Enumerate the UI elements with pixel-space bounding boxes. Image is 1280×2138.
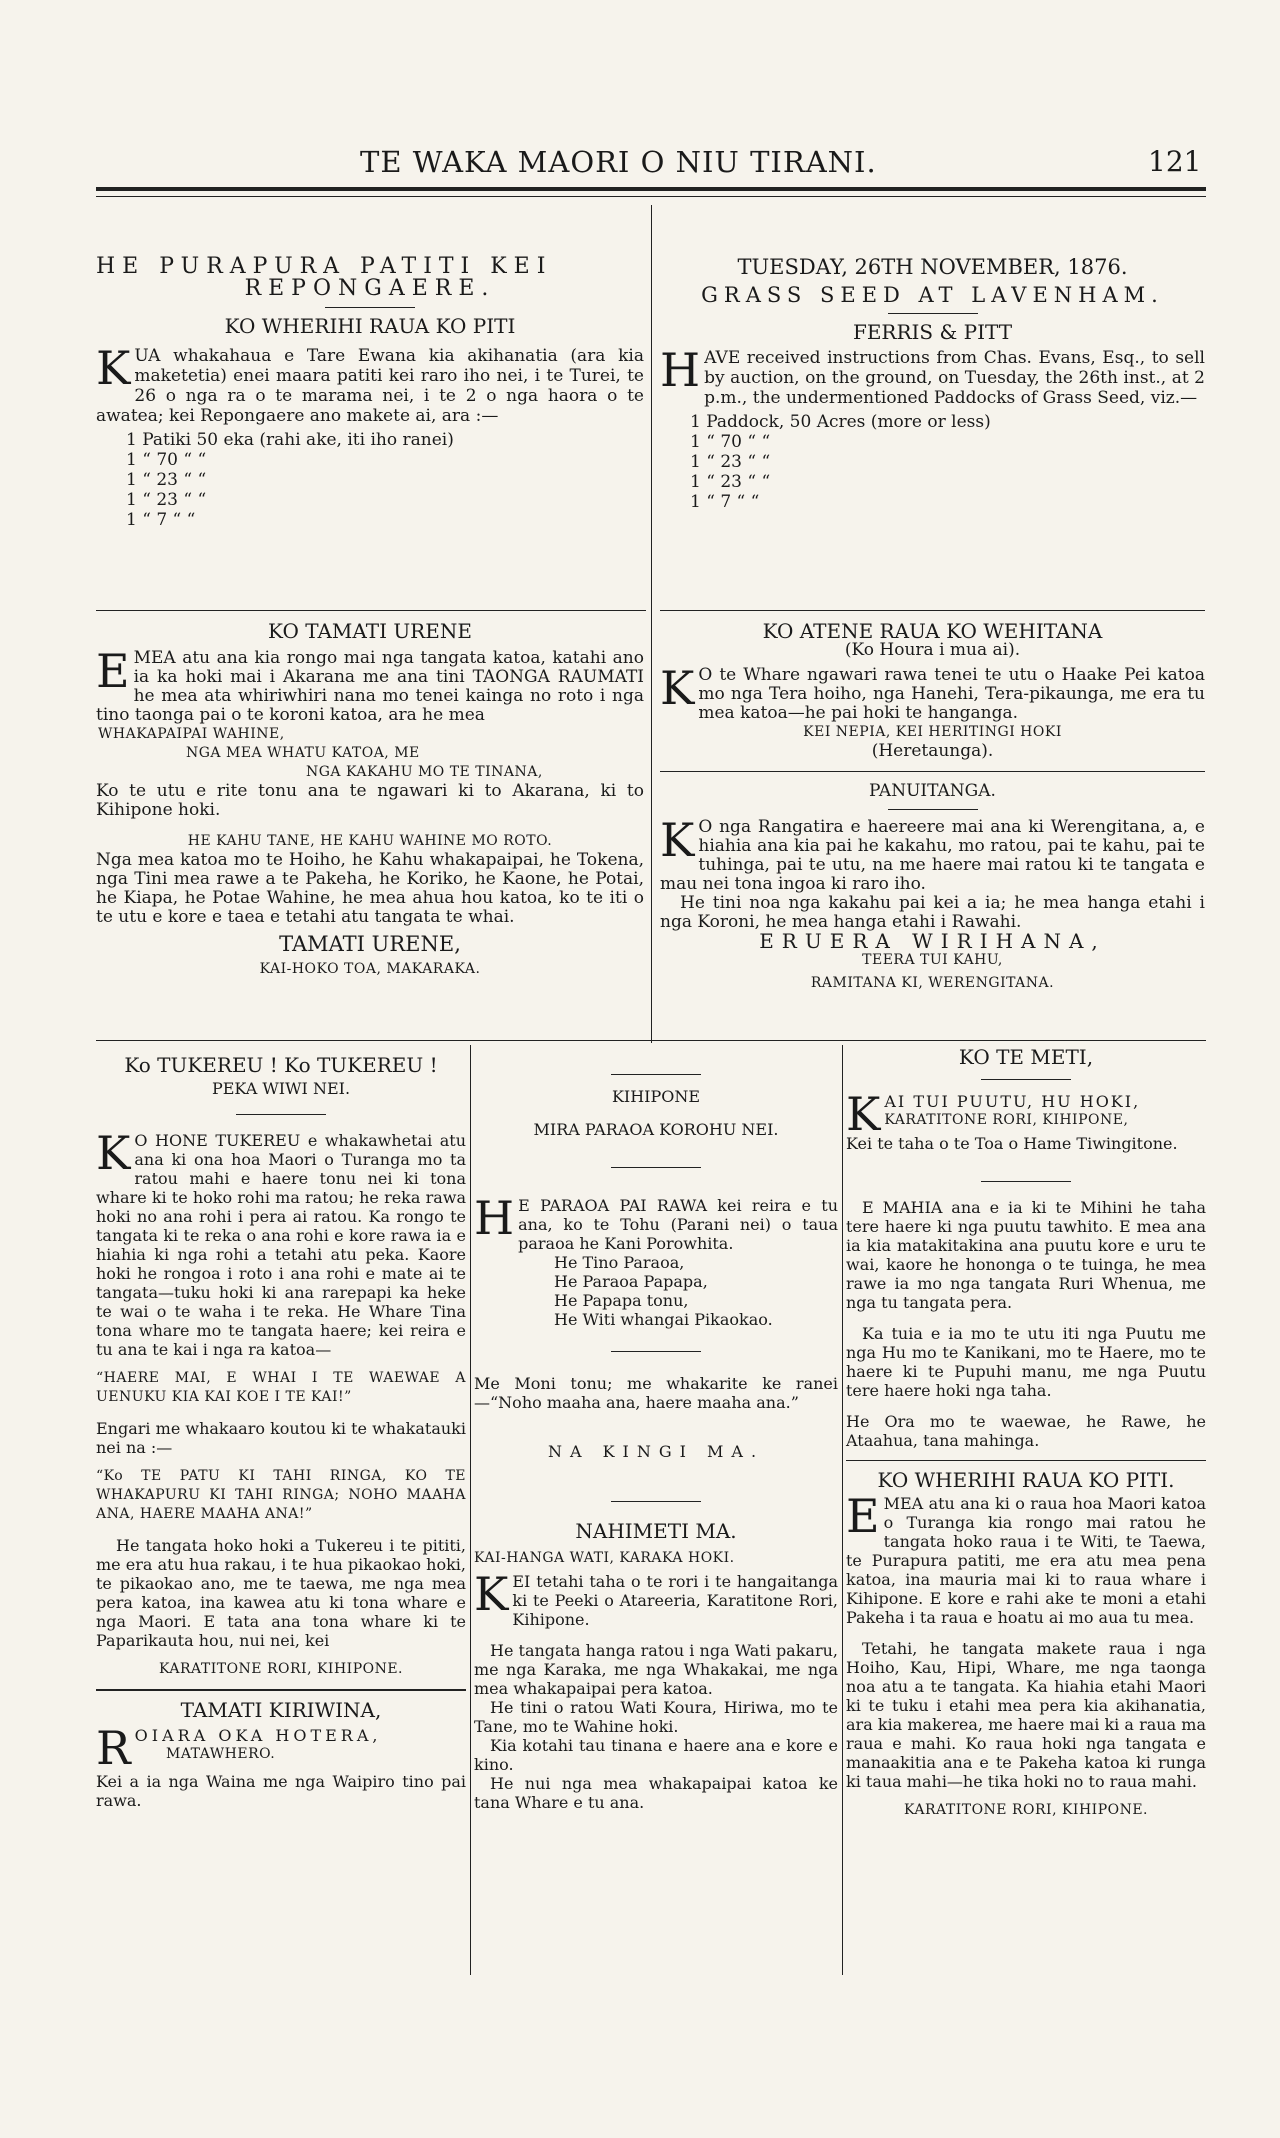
list-item: 1 “ 70 “ “ <box>126 450 207 470</box>
header-rule-thin <box>96 196 1206 197</box>
divider <box>611 1351 701 1352</box>
nahimeti-body: He tangata hanga ratou i nga Wati pakaru, me nga Karaka, me nga Whakakai, me nga mea whakapaipai pera katoa. <box>474 1641 838 1698</box>
list-item: 1 “ 23 “ “ <box>690 472 771 492</box>
list-item: He Paraoa Papapa, <box>554 1272 708 1291</box>
drop-cap: K <box>96 1126 131 1180</box>
divider <box>325 307 415 308</box>
advert-title: KO TAMATI URENE <box>268 619 472 643</box>
nahimeti-body: He nui nga mea whakapaipai katoa ke tana Whare e tu ana. <box>474 1774 838 1812</box>
advert-body: E MAHIA ana e ia ki te Mihini he taha tere haere ki nga puutu tawhito. E mea ana ia kia matakitakina ana puutu kore e uru te wai, kaore he hononga o te tuinga, he mea rawe ia mo nga tangata Ruri Whenua, me nga tu tangata pera. <box>846 1198 1206 1312</box>
advert-line: WHAKAPAIPAI WAHINE, <box>98 726 285 742</box>
advert-subtitle: PEKA WIWI NEI. <box>211 1079 351 1098</box>
advert-line: KARATITONE RORI, KIHIPONE, <box>884 1112 1129 1128</box>
list-item: 1 “ 23 “ “ <box>126 470 207 490</box>
divider <box>888 809 978 810</box>
advert-body: Me Moni tonu; me whakarite ke ranei—“Noho maaha ana, haere maaha ana.” <box>474 1374 838 1412</box>
list-item: He Witi whangai Pikaokao. <box>554 1310 773 1329</box>
divider <box>611 1167 701 1168</box>
auction-date: TUESDAY, 26TH NOVEMBER, 1876. <box>737 255 1128 279</box>
drop-cap: H <box>660 343 701 397</box>
column-rule-right <box>842 1045 843 1975</box>
notice-title-line1: HE PURAPURA PATITI KEI <box>96 254 553 279</box>
advert-body: O HONE TUKEREU e whakawhetai atu ana ki ona hoa Maori o Turanga mo ta ratou mahi e haere tonu nei ki tona whare ki te hoko rohi ma ratou; he reka rawa hoki no ana rohi i pera ai ratou. Ka rongo te tangata ki te reka o ana rohi e kore rawa ia e hiahia ki nga rohi a tetahi atu peka. Kaore hoki he rongoa i roto i ana rohi e mate ai te tangata—tuku hoki ki ana rarepapi ka heke te wai o te waha i te reka. He Whare Tina tona whare mo te tangata haere; kei reira e tu ana te kai i nga ra katoa— <box>96 1131 466 1359</box>
divider <box>236 1114 326 1115</box>
advert-body: E PARAOA PAI RAWA kei reira e tu ana, ko te Tohu (Parani nei) o taua paraoa he Kani Porowhita. <box>518 1196 838 1253</box>
wherihi-signature: KARATITONE RORI, KIHIPONE. <box>903 1802 1149 1818</box>
list-item: He Papapa tonu, <box>554 1291 689 1310</box>
section-rule <box>846 1460 1206 1461</box>
panuitanga-signature: ERUERA WIRIHANA, <box>759 929 1106 953</box>
wherihi-body: MEA atu ana ki o raua hoa Maori katoa o Turanga kia rongo mai ratou he tangata hoko raua i te Witi, te Taewa, te Purapura patiti, me era atu mea pena katoa, ina mauria mai ki to raua whare i Kihipone. E kore e rahi ake te moni a etahi Pakeha i ta raua e hoatu ai mo aua tu mea. <box>846 1494 1206 1627</box>
advert-signature: KARATITONE RORI, KIHIPONE. <box>158 1661 404 1677</box>
advert-body: Nga mea katoa mo te Hoiho, he Kahu whakapaipai, he Tokena, nga Tini mea rawe a te Pakeha, he Koriko, he Kaone, he Potai, he Kiapa, he Potae Wahine, he mea ahua hou katoa, ko te iti o te utu e kore e taea e tetahi atu tangata te whai. <box>96 850 644 927</box>
advert-line: HE KAHU TANE, HE KAHU WAHINE MO ROTO. <box>187 833 553 849</box>
wherihi-body: Tetahi, he tangata makete raua i nga Hoiho, Kau, Hipi, Whare, me nga taonga noa atu a te tangata. Ka hiahia etahi Maori ki te tuku i etahi mea pera kia akihanatia, ara kia makerea, me haere mai ki a raua ma raua e mahi. Ko raua hoki nga tangata e manaakitia ana e te Pakeha katoa ki runga ki taua mahi—he tika hoki no to raua mahi. <box>846 1639 1206 1791</box>
meti-advert <box>846 1045 1206 1820</box>
auction-title: GRASS SEED AT LAVENHAM. <box>701 283 1164 307</box>
drop-cap: E <box>846 1489 880 1543</box>
notice-subtitle: KO WHERIHI RAUA KO PITI <box>224 314 516 338</box>
drop-cap: R <box>96 1721 131 1775</box>
advert-line: AI TUI PUUTU, HU HOKI, <box>884 1092 1141 1111</box>
page-number: 121 <box>1148 145 1202 178</box>
column-rule-left <box>470 1045 471 1975</box>
advert-signature: KEI NEPIA, KEI HERITINGI HOKI <box>803 724 1062 740</box>
notice-body: UA whakahaua e Tare Ewana kia akihanatia (ara kia maketetia) enei maara patiti kei raro iho nei, i te Turei, te 26 o nga ra o te marama nei, i te 2 o nga haora o te awatea; kei Repongaere ano makete ai, ara :— <box>96 346 644 426</box>
drop-cap: K <box>474 1567 509 1621</box>
advert-body: Engari me whakaaro koutou ki te whakatauki nei na :— <box>96 1419 466 1457</box>
divider <box>981 1181 1071 1182</box>
advert-title: KIHIPONE <box>611 1087 701 1106</box>
divider <box>888 313 978 314</box>
header-rule-thick <box>96 187 1206 191</box>
drop-cap: K <box>660 661 695 715</box>
list-item: 1 “ 23 “ “ <box>126 490 207 510</box>
list-item: 1 “ 23 “ “ <box>690 452 771 472</box>
grass-seed-notice-maori <box>96 254 644 530</box>
advert-body: MEA atu ana kia rongo mai nga tangata katoa, katahi ano ia ka hoki mai i Akarana me ana tini TAONGA RAUMATI he mea ata whiriwhiri nana mo tenei kainga no roto i nga tino taonga pai o te koroni katoa, ara he mea <box>96 648 644 725</box>
nahimeti-subtitle: KAI-HANGA WATI, KARAKA HOKI. <box>474 1550 735 1566</box>
list-item: 1 “ 70 “ “ <box>690 432 771 452</box>
kiriwina-title: TAMATI KIRIWINA, <box>180 1698 382 1722</box>
advert-signature: NA KINGI MA. <box>547 1442 765 1461</box>
advert-title: KO ATENE RAUA KO WEHITANA <box>762 619 1103 643</box>
advert-signature-sub: (Heretaunga). <box>871 741 994 761</box>
advert-subtitle: (Ko Houra i mua ai). <box>844 640 1021 660</box>
advert-line: NGA MEA WHATU KATOA, ME <box>186 745 420 761</box>
notice-title-line2: REPONGAERE. <box>244 276 496 301</box>
drop-cap: K <box>660 813 695 867</box>
advert-title: KO TE METI, <box>958 1045 1094 1069</box>
advert-quote: “Ko TE PATU KI TAHI RINGA, KO TE WHAKAPURU KI TAHI RINGA; NOHO MAAHA ANA, HAERE MAAHA ANA!” <box>96 1468 466 1522</box>
grass-seed-notice-english <box>660 257 1205 512</box>
list-item: 1 Patiki 50 eka (rahi ake, iti iho ranei) <box>126 430 454 450</box>
drop-cap: E <box>96 644 130 698</box>
list-item: 1 Paddock, 50 Acres (more or less) <box>690 412 991 432</box>
kiriwina-body: Kei a ia nga Waina me nga Waipiro tino pai rawa. <box>96 1772 466 1810</box>
advert-body: O te Whare ngawari rawa tenei te utu o Haake Pei katoa mo nga Tera hoiho, nga Hanehi, Tera-pikaunga, me era tu mea katoa—he pai hoki te hanganga. <box>698 665 1205 723</box>
panuitanga-title: PANUITANGA. <box>869 781 996 801</box>
horizontal-rule-middle <box>96 1040 1206 1041</box>
section-rule <box>96 1689 466 1691</box>
section-rule <box>96 610 646 611</box>
section-rule <box>660 771 1205 772</box>
column-rule-top <box>651 205 652 1043</box>
panuitanga-signature-sub: TEERA TUI KAHU, <box>862 952 1003 968</box>
drop-cap: H <box>474 1191 515 1245</box>
advert-signature-sub: KAI-HOKO TOA, MAKARAKA. <box>259 961 481 977</box>
tamati-urene-advert <box>96 619 644 979</box>
advert-line: NGA KAKAHU MO TE TINANA, <box>306 764 543 780</box>
drop-cap: K <box>96 341 131 395</box>
divider <box>611 1074 701 1075</box>
divider <box>981 1079 1071 1080</box>
list-item: He Tino Paraoa, <box>554 1253 685 1272</box>
wherihi-title: KO WHERIHI RAUA KO PITI. <box>877 1468 1175 1492</box>
advert-body: He Ora mo te waewae, he Rawe, he Ataahua, tana mahinga. <box>846 1412 1206 1450</box>
panuitanga-body: He tini noa nga kakahu pai kei a ia; he mea hanga etahi i nga Koroni, he mea hanga etahi i Rawahi. <box>660 893 1205 932</box>
list-item: 1 “ 7 “ “ <box>690 492 760 512</box>
divider <box>611 1501 701 1502</box>
auctioneer-name: FERRIS & PITT <box>852 320 1013 344</box>
advert-body: Ka tuia e ia mo te utu iti nga Puutu me nga Hu mo te Kanikani, mo te Haere, mo te haere ki te Pupuhi manu, me nga Puutu tere haere hoki nga taha. <box>846 1324 1206 1400</box>
advert-title: Ko TUKEREU ! Ko TUKEREU ! <box>124 1053 438 1077</box>
nahimeti-body: Kia kotahi tau tinana e haere ana e kore e kino. <box>474 1736 838 1774</box>
advert-quote: “HAERE MAI, E WHAI I TE WAEWAE A UENUKU KIA KAI KOE I TE KAI!” <box>96 1370 466 1405</box>
nahimeti-title: NAHIMETI MA. <box>575 1519 737 1543</box>
advert-line: Kei te taha o te Toa o Hame Tiwingitone. <box>846 1134 1178 1153</box>
kihipone-mill-advert <box>474 1056 838 1812</box>
tukereu-advert <box>96 1053 466 1810</box>
kiriwina-line: MATAWHERO. <box>166 1746 276 1762</box>
nahimeti-body: He tini o ratou Wati Koura, Hiriwa, mo te Tane, mo te Wahine hoki. <box>474 1698 838 1736</box>
auction-body: AVE received instructions from Chas. Evans, Esq., to sell by auction, on the ground, on Tuesday, the 26th inst., at 2 p.m., the undermentioned Paddocks of Grass Seed, viz.— <box>704 348 1205 408</box>
advert-body: He tangata hoko hoki a Tukereu i te pititi, me era atu hua rakau, i te hua pikaokao hoki, te pikaokao ano, me te taewa, me nga mea pera katoa, ina kawea atu ki tona whare e nga Maori. E tata ana tona whare ki te Paparikauta hou, nui nei, kei <box>96 1536 466 1650</box>
nahimeti-body: EI tetahi taha o te rori i te hangaitanga ki te Peeki o Atareeria, Karatitone Rori, Kihipone. <box>512 1572 838 1629</box>
advert-subtitle: MIRA PARAOA KOROHU NEI. <box>533 1120 779 1139</box>
masthead-title: TE WAKA MAORI O NIU TIRANI. <box>360 145 877 179</box>
atene-wehitana-advert <box>660 619 1205 993</box>
advert-signature: TAMATI URENE, <box>279 932 461 956</box>
panuitanga-body: O nga Rangatira e haereere mai ana ki Werengitana, a, e hiahia ana kia pai he kakahu, mo ratou, pai te kahu, pai te tuhinga, pai te utu, na me haere mai ratou ki te tangata e mau nei tona ingoa ki raro iho. <box>660 817 1205 894</box>
advert-body: Ko te utu e rite tonu ana te ngawari ki to Akarana, ki to Kihipone hoki. <box>96 781 644 820</box>
panuitanga-signature-place: RAMITANA KI, WERENGITANA. <box>810 975 1055 991</box>
kiriwina-line: OIARA OKA HOTERA, <box>134 1726 382 1745</box>
section-rule <box>660 610 1205 611</box>
drop-cap: K <box>846 1087 881 1141</box>
list-item: 1 “ 7 “ “ <box>126 510 196 530</box>
